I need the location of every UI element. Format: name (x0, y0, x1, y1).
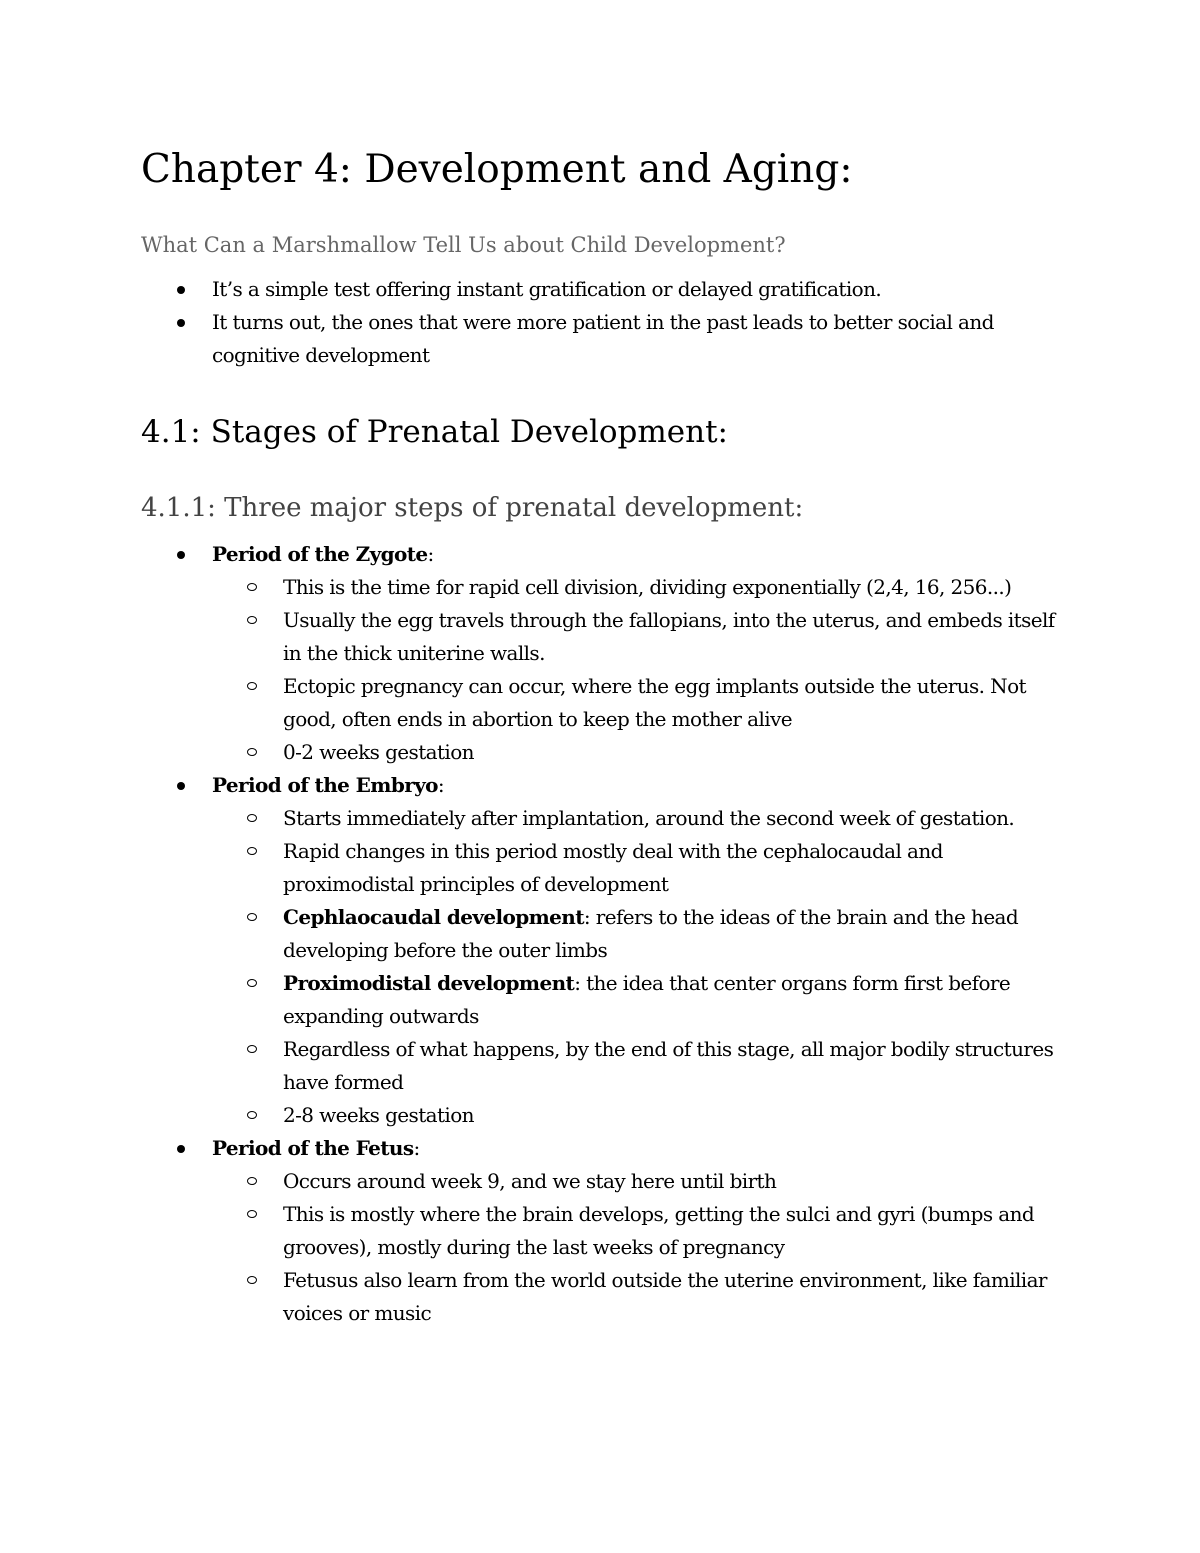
list-item-text: This is mostly where the brain develops, getting the sulci and gyri (bumps and grooves), mostly during the last weeks of pregnancy (283, 1202, 1035, 1259)
list-item (141, 571, 1071, 604)
circle-bullet-icon (247, 1045, 257, 1053)
circle-bullet-icon (247, 748, 257, 756)
subsection-heading: 4.1.1: Three major steps of prenatal development: (141, 493, 804, 523)
list-item-text: Occurs around week 9, and we stay here until birth (283, 1169, 777, 1193)
circle-bullet-icon (247, 814, 257, 822)
list-item-text: Regardless of what happens, by the end of this stage, all major bodily structures have formed (283, 1037, 1054, 1094)
list-item (141, 901, 1071, 967)
list-item (141, 306, 1071, 372)
subtitle: What Can a Marshmallow Tell Us about Child Development? (141, 233, 786, 257)
section-heading: 4.1: Stages of Prenatal Development: (141, 414, 728, 450)
circle-bullet-icon (247, 1276, 257, 1284)
list-item (141, 1165, 1071, 1198)
bullet-icon (177, 319, 185, 327)
term-label: Proximodistal development (283, 971, 575, 995)
list-item-text: Usually the egg travels through the fallopians, into the uterus, and embeds itself in the thick uniterine walls. (283, 608, 1055, 665)
zygote-sublist (212, 571, 1071, 769)
fetus-sublist (212, 1165, 1071, 1330)
circle-bullet-icon (247, 913, 257, 921)
list-item (141, 802, 1071, 835)
circle-bullet-icon (247, 616, 257, 624)
list-item (141, 1033, 1071, 1099)
period-zygote (141, 538, 1071, 769)
periods-list (141, 538, 1071, 1330)
bullet-icon (177, 782, 185, 790)
period-label: Period of the Zygote (212, 542, 428, 566)
list-item-text: Ectopic pregnancy can occur, where the egg implants outside the uterus. Not good, often ends in abortion to keep the mother alive (283, 674, 1026, 731)
list-item-text: : the idea that center organs form first before expanding outwards (283, 971, 1011, 1028)
list-item (141, 670, 1071, 736)
list-item (141, 736, 1071, 769)
period-label: Period of the Fetus (212, 1136, 414, 1160)
list-item-text: 2-8 weeks gestation (283, 1103, 474, 1127)
period-fetus (141, 1132, 1071, 1330)
embryo-sublist (212, 802, 1071, 1132)
circle-bullet-icon (247, 1111, 257, 1119)
period-embryo (141, 769, 1071, 1132)
page-title: Chapter 4: Development and Aging: (141, 147, 853, 192)
list-item-text: 0-2 weeks gestation (283, 740, 474, 764)
circle-bullet-icon (247, 1177, 257, 1185)
circle-bullet-icon (247, 979, 257, 987)
list-item-text: This is the time for rapid cell division, dividing exponentially (2,4, 16, 256...) (283, 575, 1012, 599)
intro-list (141, 273, 1071, 372)
list-item-text: : refers to the ideas of the brain and the head developing before the outer limbs (283, 905, 1019, 962)
list-item-text: It turns out, the ones that were more patient in the past leads to better social and cognitive development (212, 310, 994, 367)
bullet-icon (177, 286, 185, 294)
circle-bullet-icon (247, 682, 257, 690)
list-item (141, 967, 1071, 1033)
list-item (141, 835, 1071, 901)
bullet-icon (177, 1145, 185, 1153)
list-item (141, 1198, 1071, 1264)
term-label: Cephlaocaudal development (283, 905, 584, 929)
list-item-text: Rapid changes in this period mostly deal with the cephalocaudal and proximodistal principles of development (283, 839, 943, 896)
list-item (141, 1264, 1071, 1330)
period-label: Period of the Embryo (212, 773, 438, 797)
list-item (141, 1099, 1071, 1132)
bullet-icon (177, 551, 185, 559)
period-colon: : (437, 773, 445, 797)
circle-bullet-icon (247, 1210, 257, 1218)
list-item-text: Starts immediately after implantation, around the second week of gestation. (283, 806, 1015, 830)
list-item (141, 604, 1071, 670)
list-item (141, 273, 1071, 306)
period-colon: : (427, 542, 434, 566)
period-colon: : (413, 1136, 420, 1160)
circle-bullet-icon (247, 583, 257, 591)
list-item-text: It’s a simple test offering instant gratification or delayed gratification. (212, 277, 882, 301)
list-item-text: Fetusus also learn from the world outside the uterine environment, like familiar voices or music (283, 1268, 1047, 1325)
circle-bullet-icon (247, 847, 257, 855)
